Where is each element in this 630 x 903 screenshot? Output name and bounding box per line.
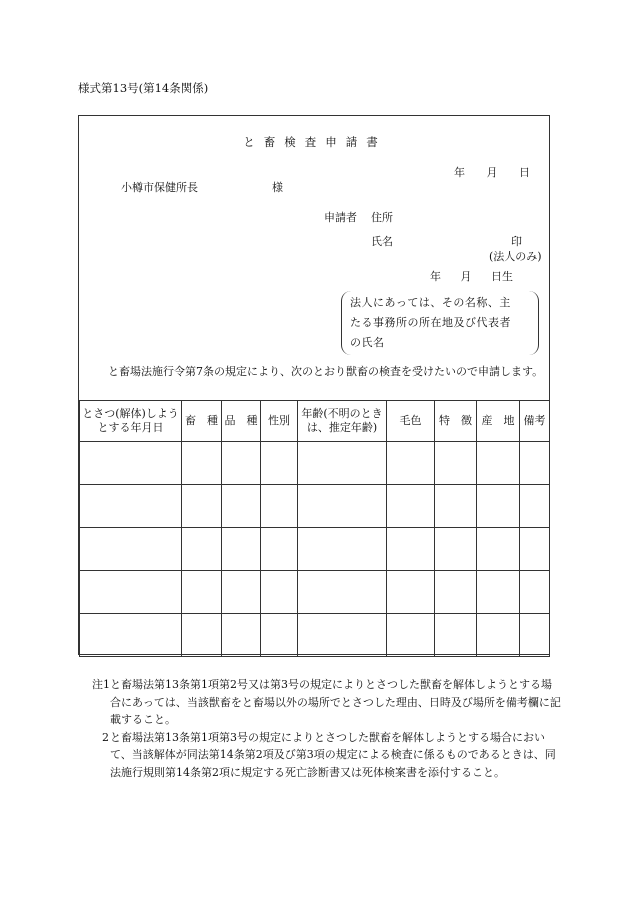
table-cell[interactable]	[387, 571, 435, 614]
header-breed: 品 種	[222, 401, 261, 442]
application-statement: と畜場法施行令第7条の規定により、次のとおり獣畜の検査を受けたいので申請します。	[108, 365, 544, 378]
table-cell[interactable]	[261, 571, 298, 614]
table-cell[interactable]	[80, 528, 182, 571]
table-cell[interactable]	[182, 528, 222, 571]
birth-date-line: 年 月 日生	[430, 270, 513, 283]
note-text: と畜場法第13条第1項第2号又は第3号の規定によりとさつした獣畜を解体しようとする場合にあっては、当該獣畜をと畜場以外の場所でとさつした理由、日時及び場所を備考欄に記載すること。	[110, 678, 561, 726]
addressee: 小樽市保健所長	[121, 181, 198, 194]
seal-label: 印	[511, 235, 522, 248]
table-row	[80, 528, 550, 571]
note-item	[92, 676, 562, 729]
table-cell[interactable]	[261, 528, 298, 571]
form-title: と畜検査申請書	[243, 135, 387, 149]
corporation-note-line: の氏名	[350, 336, 385, 349]
table-cell[interactable]	[520, 614, 550, 657]
table-cell[interactable]	[520, 442, 550, 485]
header-age: 年齢(不明のときは、推定年齢)	[298, 401, 387, 442]
table-header-row	[80, 401, 550, 442]
name-label: 氏名	[371, 235, 393, 248]
note-number: 注1	[92, 678, 110, 691]
table-cell[interactable]	[298, 614, 387, 657]
table-cell[interactable]	[222, 571, 261, 614]
table-cell[interactable]	[435, 571, 477, 614]
note-text: と畜場法第13条第1項第3号の規定によりとさつした獣畜を解体しようとする場合において、当該解体が同法第14条第2項及び第3項の規定による検査に係るものであるときは、同法施行規則第14条第2項に規定する死亡診断書又は死体検案書を添付すること。	[110, 730, 556, 779]
table-cell[interactable]	[435, 614, 477, 657]
table-cell[interactable]	[435, 485, 477, 528]
form-number-label: 様式第13号(第14条関係)	[78, 81, 209, 95]
table-cell[interactable]	[182, 614, 222, 657]
table-cell[interactable]	[298, 485, 387, 528]
table-cell[interactable]	[261, 442, 298, 485]
application-form-frame	[78, 115, 550, 655]
table-cell[interactable]	[477, 485, 520, 528]
table-cell[interactable]	[182, 442, 222, 485]
table-row	[80, 442, 550, 485]
address-label: 住所	[371, 211, 393, 224]
header-livestock-type: 畜 種	[182, 401, 222, 442]
corporation-note-line: たる事務所の所在地及び代表者	[350, 316, 511, 329]
note-item	[92, 729, 562, 782]
table-cell[interactable]	[222, 485, 261, 528]
table-cell[interactable]	[80, 571, 182, 614]
notes-section	[92, 676, 562, 781]
table-cell[interactable]	[182, 485, 222, 528]
table-cell[interactable]	[222, 442, 261, 485]
header-coat-color: 毛色	[387, 401, 435, 442]
table-cell[interactable]	[435, 442, 477, 485]
table-cell[interactable]	[80, 485, 182, 528]
header-origin: 産 地	[477, 401, 520, 442]
table-cell[interactable]	[80, 442, 182, 485]
table-cell[interactable]	[298, 442, 387, 485]
honorific: 様	[272, 181, 283, 194]
table-cell[interactable]	[387, 442, 435, 485]
table-cell[interactable]	[298, 571, 387, 614]
table-cell[interactable]	[80, 614, 182, 657]
note-number: 2	[102, 730, 109, 744]
table-cell[interactable]	[222, 528, 261, 571]
table-cell[interactable]	[298, 528, 387, 571]
table-cell[interactable]	[477, 571, 520, 614]
livestock-table	[79, 400, 550, 657]
table-cell[interactable]	[261, 485, 298, 528]
table-cell[interactable]	[520, 485, 550, 528]
table-cell[interactable]	[387, 614, 435, 657]
applicant-label: 申請者	[324, 211, 357, 224]
table-row	[80, 485, 550, 528]
table-row	[80, 571, 550, 614]
header-features: 特 徴	[435, 401, 477, 442]
application-date-line: 年 月 日	[454, 166, 530, 179]
table-cell[interactable]	[477, 442, 520, 485]
header-remarks: 備考	[520, 401, 550, 442]
table-cell[interactable]	[520, 528, 550, 571]
table-cell[interactable]	[387, 528, 435, 571]
table-cell[interactable]	[477, 614, 520, 657]
corporation-note-line: 法人にあっては、その名称、主	[350, 296, 511, 309]
table-cell[interactable]	[222, 614, 261, 657]
corporation-only-note: (法人のみ)	[489, 250, 542, 263]
table-cell[interactable]	[435, 528, 477, 571]
table-row	[80, 614, 550, 657]
table-cell[interactable]	[520, 571, 550, 614]
table-cell[interactable]	[387, 485, 435, 528]
table-cell[interactable]	[261, 614, 298, 657]
header-slaughter-date: とさつ(解体)しようとする年月日	[80, 401, 182, 442]
table-cell[interactable]	[477, 528, 520, 571]
table-cell[interactable]	[182, 571, 222, 614]
header-sex: 性別	[261, 401, 298, 442]
corporation-note-bracket	[341, 291, 539, 355]
